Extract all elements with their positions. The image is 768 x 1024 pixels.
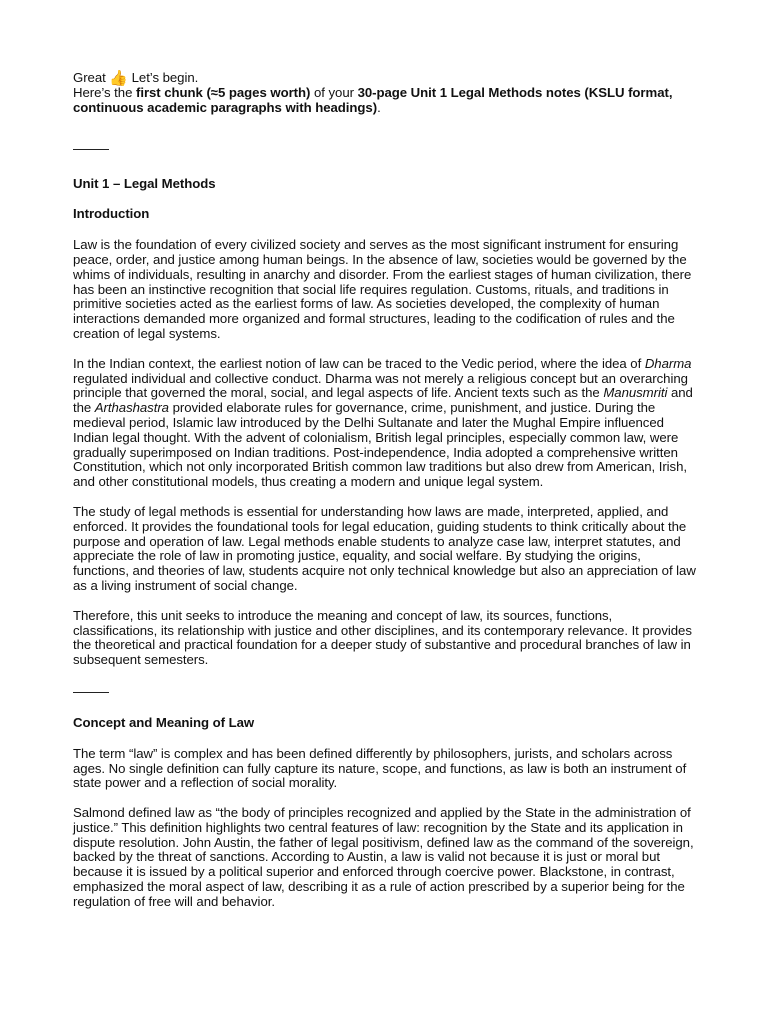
introduction-paragraph-2 [73,357,698,490]
chunk-desc-part: Here’s the [73,85,136,100]
greeting-tail: Let’s begin. [131,70,199,85]
introduction-paragraph-3: The study of legal methods is essential for understanding how laws are made, interpreted, applied, and enforced. It provides the foundational tools for legal education, guiding students to think critically about the purpose and operation of law. Legal methods enable students to analyze case law, interpret statutes, and appreciate the role of law in promoting justice, equality, and social welfare. By studying the origins, functions, and theories of law, students acquire not only technical knowledge but also an appreciation of law as a living instrument of social change. [73,503,696,593]
thumbs-up-icon: 👍 [109,70,128,87]
introduction-heading: Introduction [73,206,150,222]
concept-heading: Concept and Meaning of Law [73,714,255,730]
section-divider [73,149,109,150]
chunk-desc-bold: 30-page Unit 1 Legal Methods notes (KSLU format, continuous academic paragraphs with headings) [73,85,673,115]
introduction-paragraph-1: Law is the foundation of every civilized society and serves as the most significant instrument for ensuring peace, order, and justice among human beings. In the absence of law, societies would be governed by the whims of individuals, resulting in anarchy and disorder. From the earliest stages of human civilization, there has been an instinctive recognition that social life requires regulation. Customs, rituals, and traditions in primitive societies acted as the earliest forms of law. As societies developed, the complexity of human interactions demanded more organized and formal structures, leading to the codification of rules and the creation of legal systems. [73,237,692,341]
paragraph-text: and the [73,385,693,416]
concept-paragraph-2: Salmond defined law as “the body of principles recognized and applied by the State in the administration of justice.” This definition highlights two central features of law: recognition by the State and its application in dispute resolution. John Austin, the father of legal positivism, defined law as the command of the sovereign, backed by the threat of sanctions. According to Austin, a law is valid not because it is just or moral but because it is issued by a political superior and enforced through coercive power. Blackstone, in contrast, emphasized the moral aspect of law, describing it as a rule of action prescribed by a superior being for the regulation of free will and behavior. [73,805,694,909]
introduction-paragraph-4: Therefore, this unit seeks to introduce the meaning and concept of law, its sources, functions, classifications, its relationship with justice and other disciplines, and its contemporary relevance. It provides the theoretical and practical foundation for a deeper study of substantive and procedural branches of law in subsequent semesters. [73,607,692,668]
paragraph-text: provided elaborate rules for governance, crime, punishment, and justice. During the medieval period, Islamic law introduced by the Delhi Sultanate and later the Mughal Empire influenced Indian legal thought. With the advent of colonialism, British legal principles, especially common law, were gradually superimposed on Indian traditions. Post-independence, India adopted a comprehensive written Constitution, which not only incorporated British common law traditions but also drew from American, Irish, and other constitutional models, thus creating a modern and unique legal system. [73,400,687,490]
paragraph-text: regulated individual and collective conduct. Dharma was not merely a religious concept but an overarching principle that governed the moral, social, and legal aspects of life. Ancient texts such as the [73,370,688,401]
unit-title: Unit 1 – Legal Methods [73,175,216,191]
chunk-description [73,86,698,116]
chunk-desc-part: . [377,99,381,115]
paragraph-text: In the Indian context, the earliest notion of law can be traced to the Vedic period, where the idea of [73,355,645,371]
chunk-desc-bold: first chunk (≈5 pages worth) [135,85,311,100]
italic-term-dharma: Dharma [644,355,692,371]
greeting-text: Great [73,70,106,85]
italic-term-manusmriti: Manusmriti [603,385,668,401]
chunk-desc-part: of your [310,85,358,100]
section-divider [73,692,109,693]
greeting-line [73,71,698,86]
italic-term-arthashastra: Arthashastra [94,400,169,416]
concept-paragraph-1: The term “law” is complex and has been defined differently by philosophers, jurists, and scholars across ages. No single definition can fully capture its nature, scope, and functions, as law is both an instrument of state power and a reflection of social morality. [73,745,687,791]
